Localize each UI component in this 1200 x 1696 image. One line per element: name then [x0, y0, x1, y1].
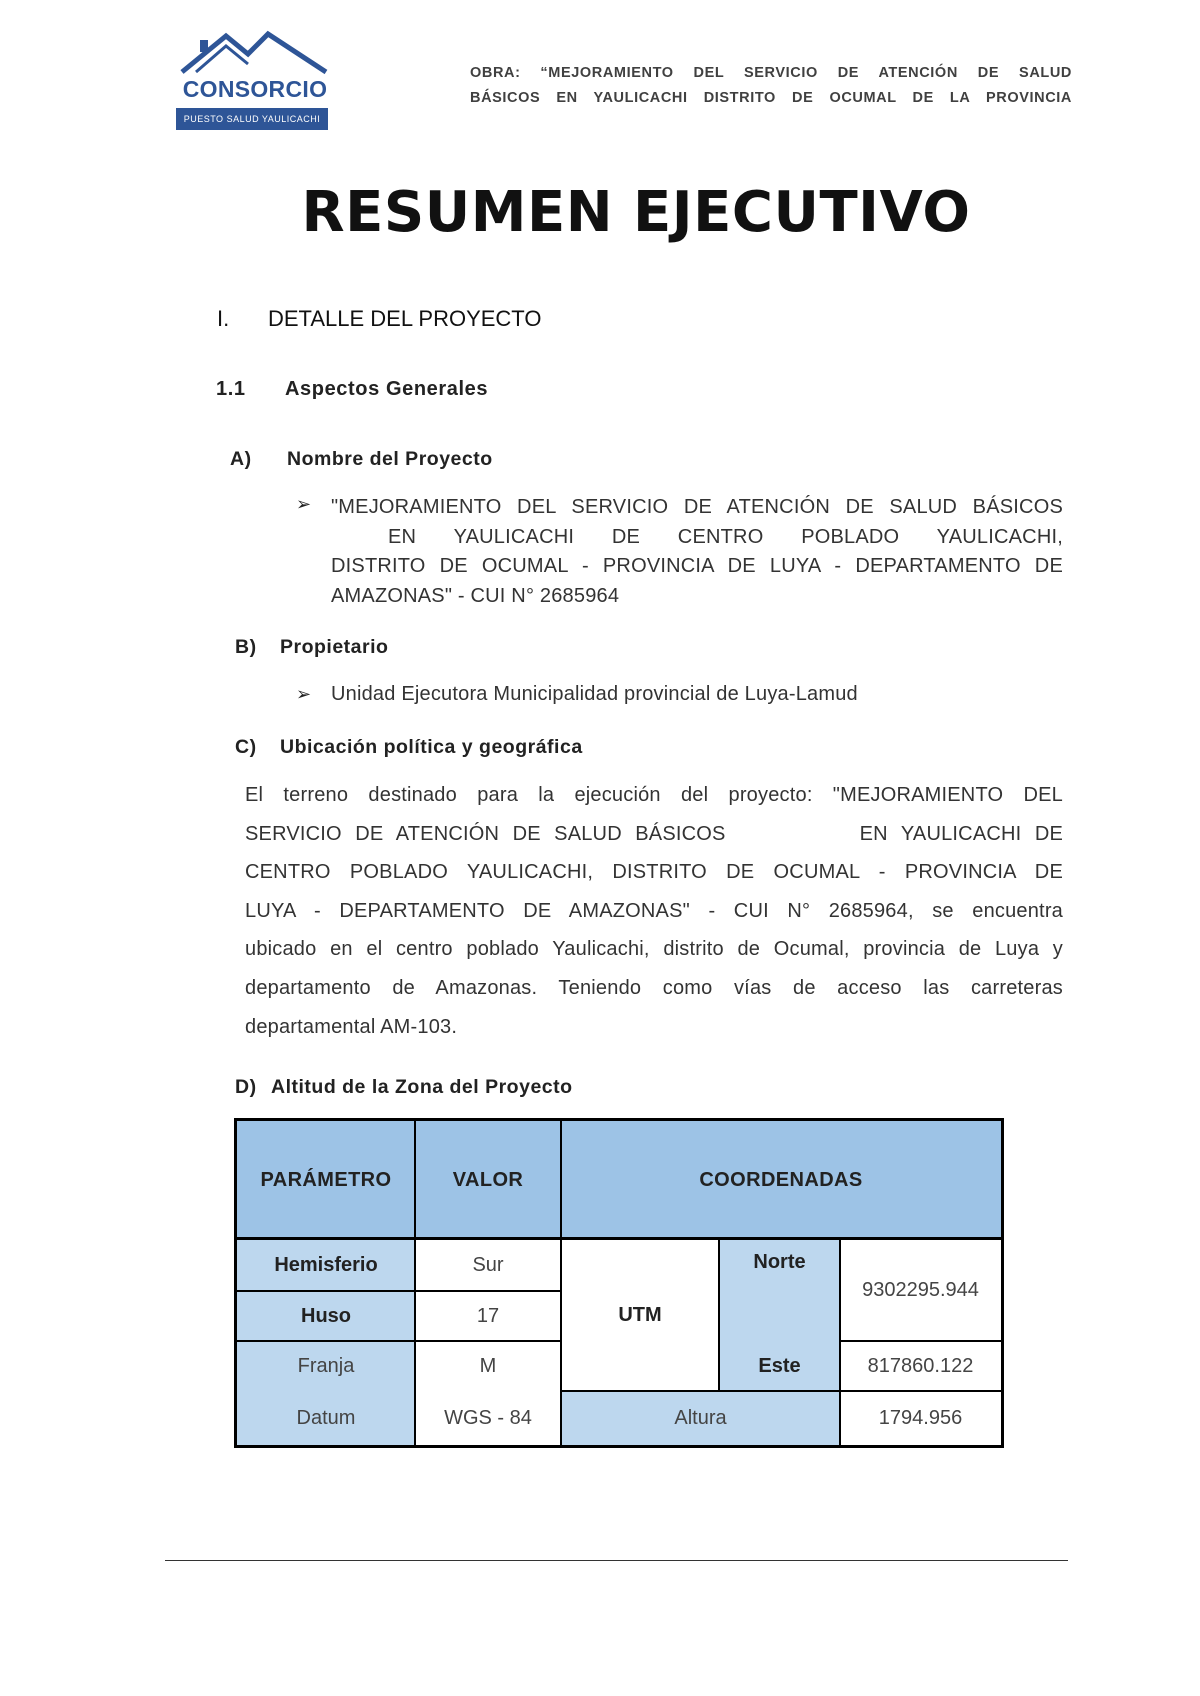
subsection-number: 1.1 [216, 378, 246, 400]
norte-label: Norte [719, 1239, 840, 1391]
value-datum: WGS - 84 [444, 1406, 532, 1429]
item-d-title: Altitud de la Zona del Proyecto [271, 1076, 573, 1098]
item-c-title: Ubicación política y geográfica [280, 736, 583, 758]
table-col-divider [839, 1239, 841, 1445]
page-title: RESUMEN EJECUTIVO [301, 180, 971, 245]
value-hemisferio: Sur [472, 1253, 504, 1276]
paragraph-line: LUYA - DEPARTAMENTO DE AMAZONAS" - CUI N° 2685964, se encuentra [245, 899, 1063, 922]
table-header-valor: VALOR [415, 1121, 561, 1239]
item-b-label: B) [235, 636, 257, 658]
este-value: 817860.122 [867, 1354, 974, 1377]
arrowhead-bullet-icon: ➢ [296, 684, 312, 704]
altitude-table [234, 1118, 1004, 1448]
paragraph-line: El terreno destinado para la ejecución del proyecto: "MEJORAMIENTO DEL [245, 784, 1063, 806]
header-obra [470, 61, 1072, 111]
altura-value: 1794.956 [878, 1406, 963, 1429]
section-title: DETALLE DEL PROYECTO [268, 306, 542, 331]
value-franja: M [479, 1354, 497, 1377]
value-huso: 17 [476, 1304, 500, 1327]
table-row-divider [237, 1290, 561, 1292]
consorcio-logo [176, 28, 334, 132]
param-huso: Huso [237, 1291, 415, 1341]
table-header-coordenadas: COORDENADAS [561, 1121, 1001, 1239]
paragraph-line: CENTRO POBLADO YAULICACHI, DISTRITO DE OCUMAL - PROVINCIA DE [245, 861, 1063, 884]
item-d-label: D) [235, 1076, 257, 1098]
header-obra-line2: BÁSICOS EN YAULICACHI DISTRITO DE OCUMAL DE LA PROVINCIA [470, 90, 1072, 106]
arrowhead-bullet-icon: ➢ [296, 494, 312, 514]
table-col-divider [560, 1121, 562, 1445]
header-obra-line1: OBRA: “MEJORAMIENTO DEL SERVICIO DE ATENCIÓN DE SALUD [470, 65, 1072, 81]
logo-text: CONSORCIO [182, 76, 328, 102]
norte-value: 9302295.944 [862, 1278, 979, 1301]
table-header-divider [237, 1237, 1001, 1240]
table-row-divider [840, 1340, 1001, 1342]
param-datum: Datum [237, 1391, 415, 1445]
item-a-label: A) [230, 448, 252, 470]
table-row-divider [561, 1390, 1001, 1392]
project-name-bullet [331, 493, 1063, 611]
altura-label: Altura [561, 1391, 840, 1445]
subsection-title: Aspectos Generales [285, 378, 489, 400]
paragraph-line: departamento de Amazonas. Teniendo como vías de acceso las carreteras [245, 976, 1063, 999]
param-hemisferio: Hemisferio [237, 1239, 415, 1291]
table-col-divider [718, 1239, 720, 1391]
footer-rule [165, 1560, 1068, 1561]
project-name-line: DISTRITO DE OCUMAL - PROVINCIA DE LUYA - DEPARTAMENTO DE [331, 555, 1063, 577]
location-paragraph [245, 776, 1063, 1046]
section-number: I. [217, 306, 230, 331]
item-c-label: C) [235, 736, 257, 758]
logo-subtext: PUESTO SALUD YAULICACHI [176, 108, 328, 130]
este-label: Este [719, 1341, 840, 1391]
paragraph-line: SERVICIO DE ATENCIÓN DE SALUD BÁSICOS EN YAULICACHI DE [245, 822, 1063, 845]
item-a-title: Nombre del Proyecto [287, 448, 493, 470]
owner-bullet: Unidad Ejecutora Municipalidad provincial de Luya-Lamud [331, 683, 858, 705]
table-header-parametro: PARÁMETRO [237, 1121, 415, 1239]
paragraph-line: ubicado en el centro poblado Yaulicachi, distrito de Ocumal, provincia de Luya y [245, 938, 1063, 961]
paragraph-line: departamental AM-103. [245, 1015, 458, 1038]
project-name-line: AMAZONAS" - CUI N° 2685964 [331, 584, 620, 607]
param-franja: Franja [237, 1341, 415, 1391]
utm-label: UTM [618, 1303, 662, 1326]
item-b-title: Propietario [280, 636, 389, 658]
project-name-line: "MEJORAMIENTO DEL SERVICIO DE ATENCIÓN DE SALUD BÁSICOS [331, 496, 1063, 518]
table-col-divider [414, 1121, 416, 1445]
table-row-divider [237, 1340, 561, 1342]
project-name-line: EN YAULICACHI DE CENTRO POBLADO YAULICACHI, [388, 525, 1063, 548]
